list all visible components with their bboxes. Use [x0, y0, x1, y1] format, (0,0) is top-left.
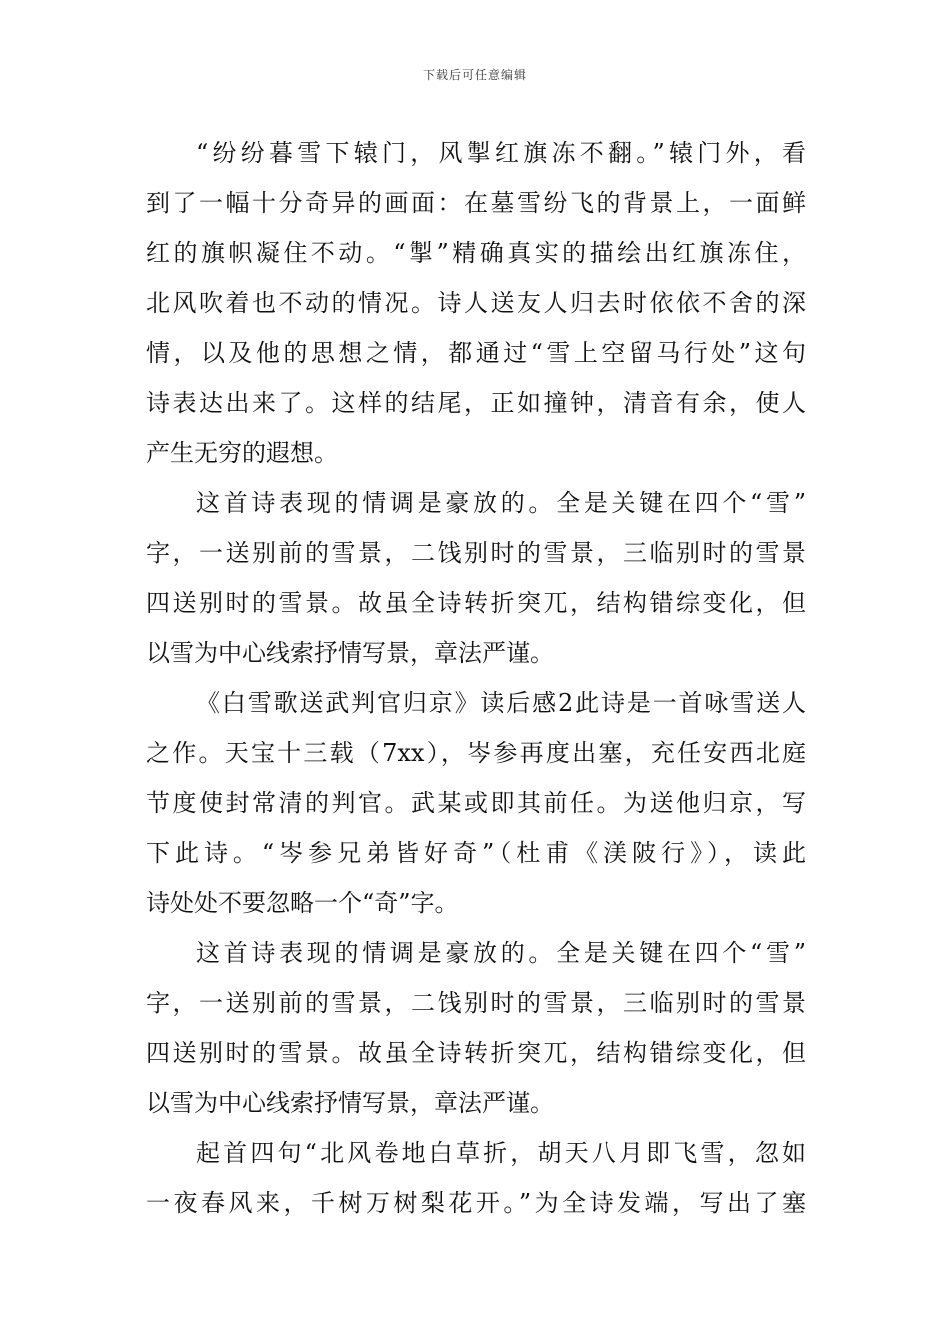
paragraph: [146, 478, 806, 678]
text-line: 之作。天宝十三载（7xx），岑参再度出塞，充任安西北庭: [146, 739, 806, 767]
text-line: 下此诗。“岑参兄弟皆好奇”（杜甫《渼陂行》），读此: [146, 839, 806, 867]
text-line: 《白雪歌送武判官归京》读后感2此诗是一首咏雪送人: [196, 689, 806, 717]
text-line: 诗表达出来了。这样的结尾，正如撞钟，清音有余，使人: [146, 389, 806, 417]
text-line: 北风吹着也不动的情况。诗人送友人归去时依依不舍的深: [146, 289, 806, 317]
text-line: 四送别时的雪景。故虽全诗转折突兀，结构错综变化，但: [146, 1039, 806, 1067]
text-line: 四送别时的雪景。故虽全诗转折突兀，结构错综变化，但: [146, 589, 806, 617]
paragraph: [146, 128, 806, 478]
text-line: 产生无穷的遐想。: [146, 439, 338, 467]
text-line: 红的旗帜凝住不动。“掣”精确真实的描绘出红旗冻住，: [146, 239, 806, 267]
text-line: 以雪为中心线索抒情写景，章法严谨。: [146, 639, 554, 667]
paragraph: [146, 1128, 806, 1228]
text-line: 这首诗表现的情调是豪放的。全是关键在四个“雪”: [196, 489, 806, 517]
text-line: 以雪为中心线索抒情写景，章法严谨。: [146, 1089, 554, 1117]
text-line: 字，一送别前的雪景，二饯别时的雪景，三临别时的雪景: [146, 539, 806, 567]
text-line: 节度使封常清的判官。武某或即其前任。为送他归京，写: [146, 789, 806, 817]
text-line: 诗处处不要忽略一个“奇”字。: [146, 889, 459, 917]
text-line: 一夜春风来，千树万树梨花开。”为全诗发端，写出了塞: [146, 1189, 806, 1217]
text-line: 起首四句“北风卷地白草折，胡天八月即飞雪，忽如: [196, 1139, 806, 1167]
paragraph: [146, 928, 806, 1128]
text-line: 字，一送别前的雪景，二饯别时的雪景，三临别时的雪景: [146, 989, 806, 1017]
page-header: 下载后可任意编辑: [422, 68, 527, 82]
text-line: 情，以及他的思想之情，都通过“雪上空留马行处”这句: [146, 339, 806, 367]
text-line: 到了一幅十分奇异的画面：在墓雪纷飞的背景上，一面鲜: [146, 189, 806, 217]
text-line: “纷纷暮雪下辕门，风掣红旗冻不翻。”辕门外，看: [196, 139, 806, 167]
document-body: [146, 128, 806, 1228]
text-line: 这首诗表现的情调是豪放的。全是关键在四个“雪”: [196, 939, 806, 967]
paragraph: [146, 678, 806, 928]
